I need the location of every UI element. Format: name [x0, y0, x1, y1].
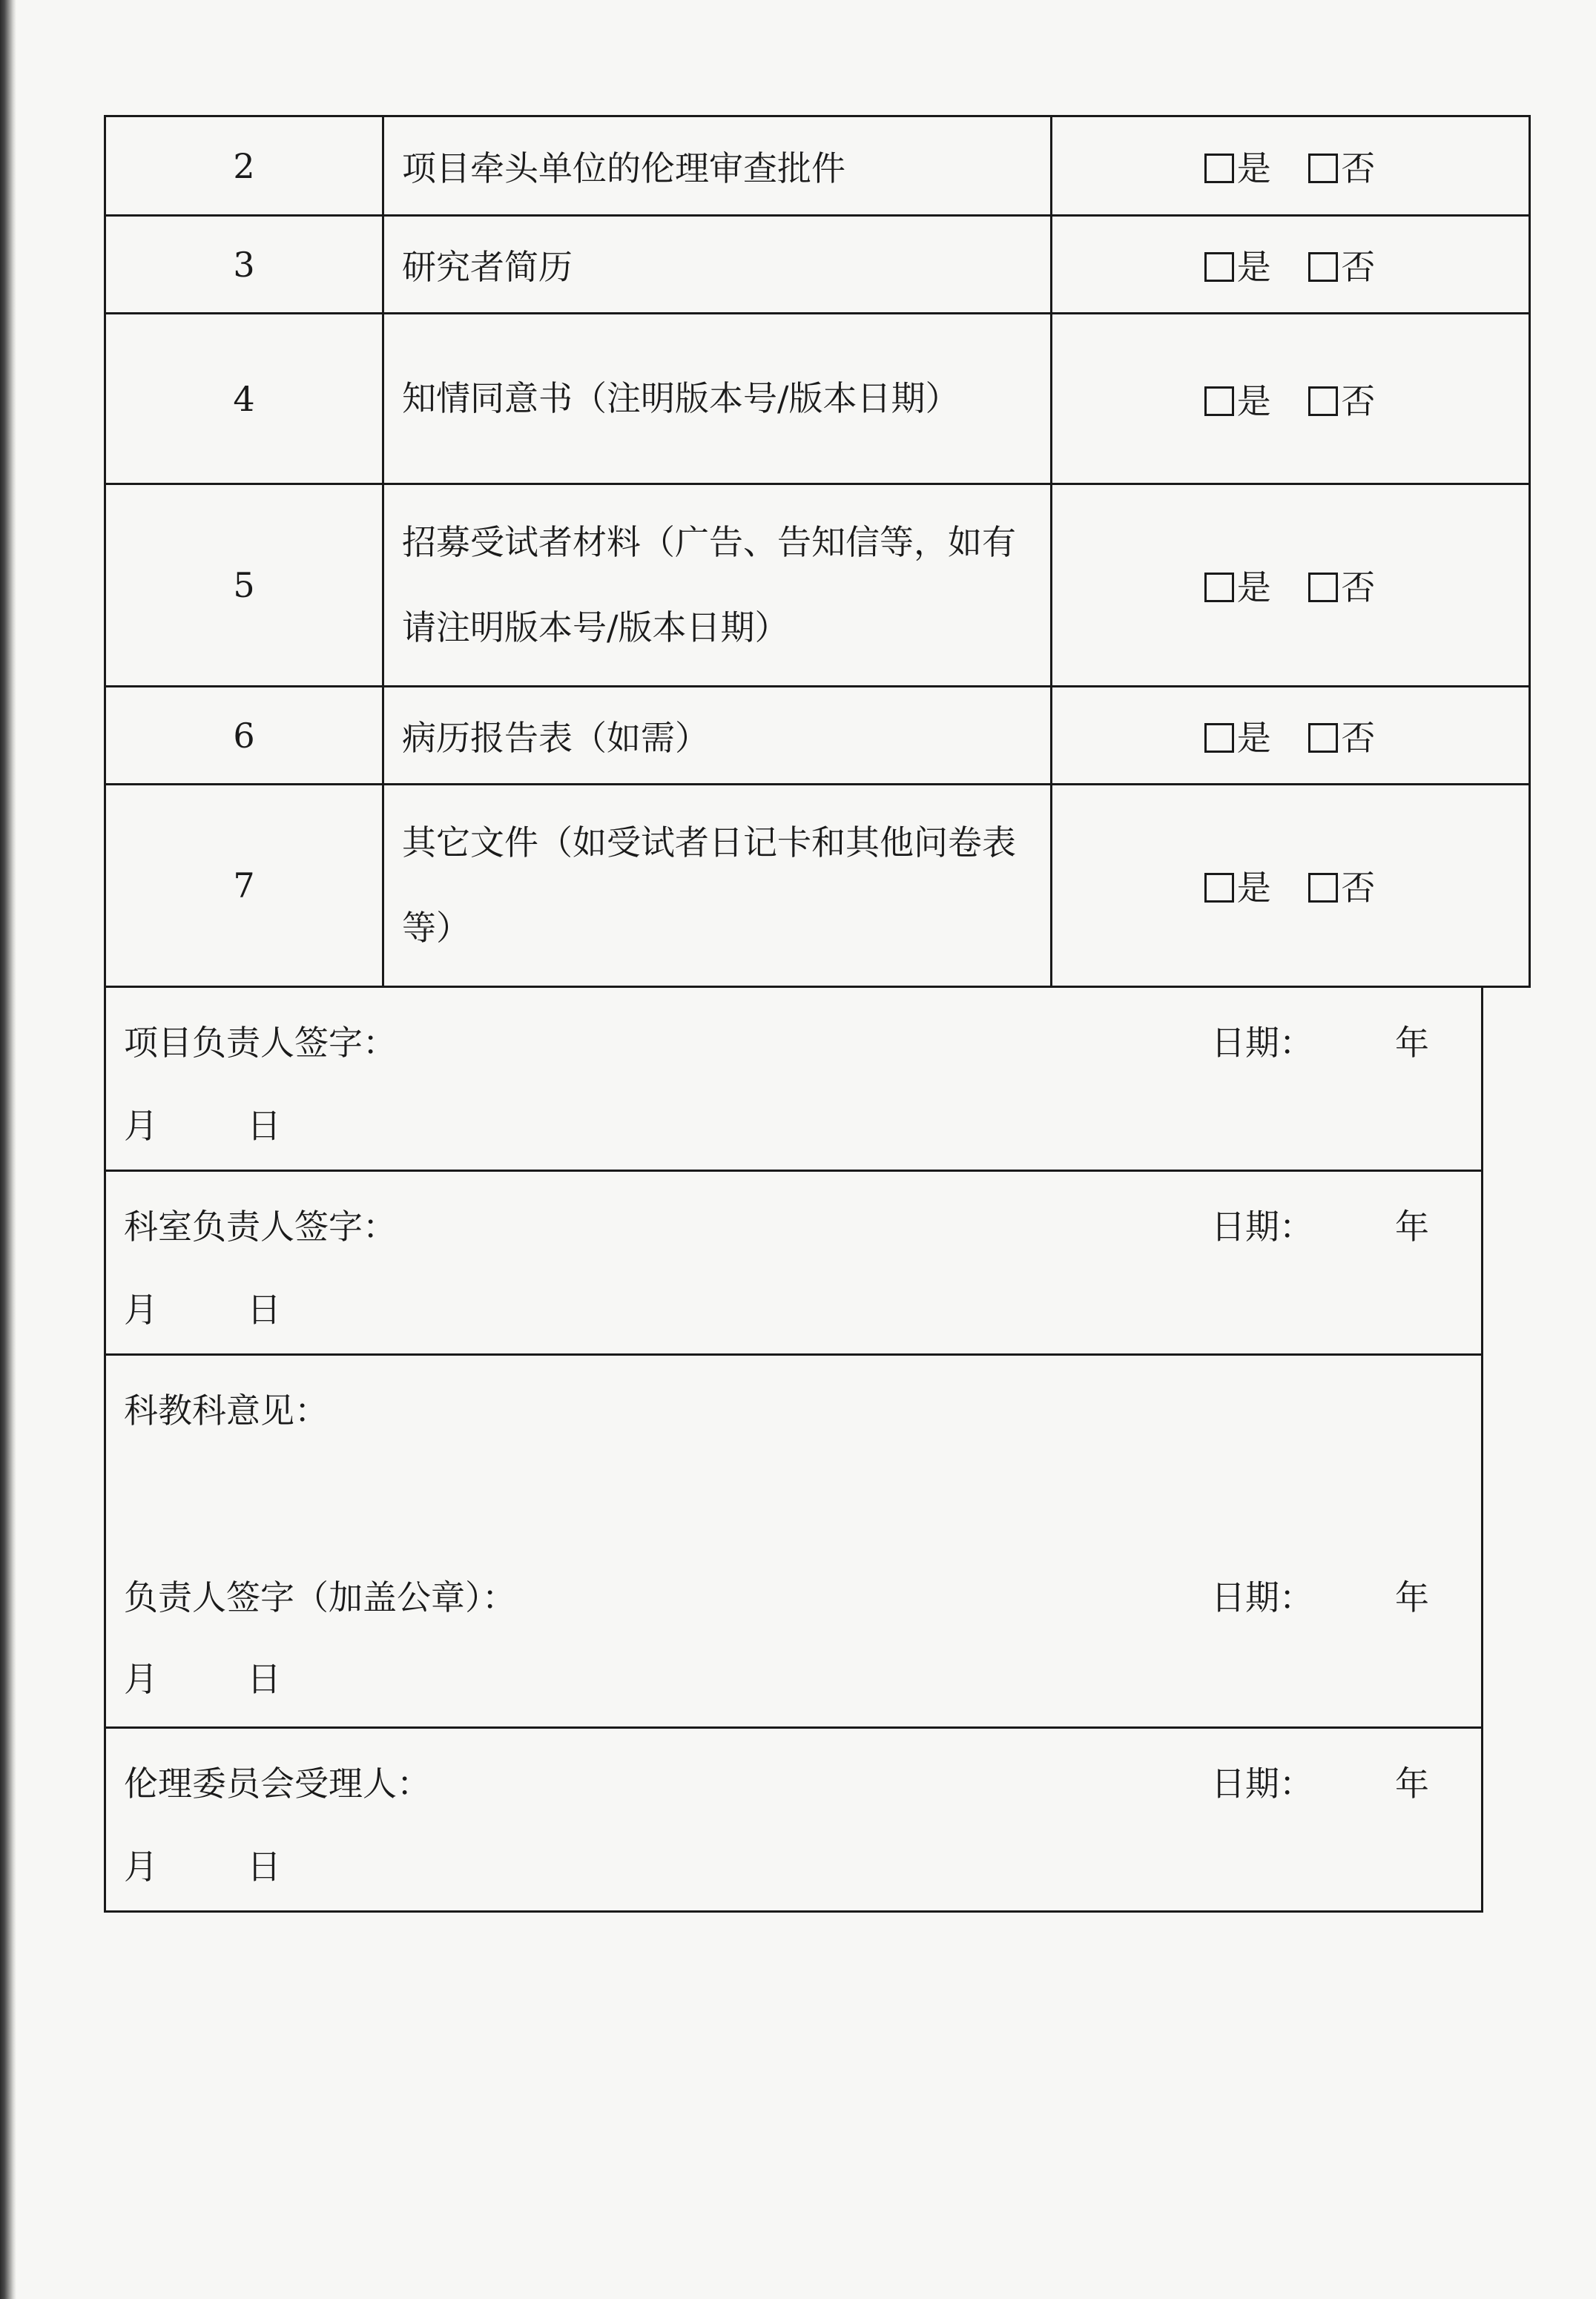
office-opinion-block — [104, 1356, 1483, 1729]
yes-no-options — [1052, 687, 1530, 785]
month-day-field[interactable]: 月 日 — [124, 1847, 281, 1887]
yes-no-options — [1052, 116, 1530, 216]
table-row — [105, 116, 1530, 216]
pi-signature-block — [104, 988, 1483, 1172]
month-day-field[interactable]: 月 日 — [124, 1659, 281, 1699]
checkbox-icon[interactable] — [1308, 252, 1338, 282]
yes-option[interactable]: 是 — [1204, 718, 1273, 758]
row-number: 2 — [105, 116, 383, 216]
checkbox-icon[interactable] — [1204, 723, 1234, 753]
checkbox-icon[interactable] — [1204, 386, 1234, 416]
yes-no-options — [1052, 785, 1530, 987]
checkbox-icon[interactable] — [1308, 873, 1338, 903]
table-row — [105, 687, 1530, 785]
yes-option[interactable]: 是 — [1204, 868, 1273, 908]
paper-edge — [0, 0, 16, 2299]
yes-option[interactable]: 是 — [1204, 148, 1273, 188]
table-row — [105, 216, 1530, 314]
row-description: 知情同意书（注明版本号/版本日期） — [383, 314, 1052, 484]
pi-signature-label: 项目负责人签字： — [124, 1023, 397, 1063]
date-field[interactable]: 日期： 年 — [1211, 1577, 1429, 1617]
checkbox-icon[interactable] — [1204, 154, 1234, 183]
no-option[interactable]: 否 — [1308, 381, 1376, 421]
ethics-receiver-label: 伦理委员会受理人： — [124, 1764, 431, 1804]
ethics-receiver-block — [104, 1729, 1483, 1913]
yes-option[interactable]: 是 — [1204, 381, 1273, 421]
checkbox-icon[interactable] — [1204, 573, 1234, 602]
checkbox-icon[interactable] — [1308, 386, 1338, 416]
dept-signature-block — [104, 1172, 1483, 1356]
checkbox-icon[interactable] — [1204, 252, 1234, 282]
no-option[interactable]: 否 — [1308, 868, 1376, 908]
row-number: 6 — [105, 687, 383, 785]
row-number: 5 — [105, 484, 383, 687]
no-option[interactable]: 否 — [1308, 567, 1376, 607]
month-day-field[interactable]: 月 日 — [124, 1290, 281, 1330]
office-signature-label: 负责人签字（加盖公章）： — [124, 1577, 516, 1617]
row-number: 3 — [105, 216, 383, 314]
checkbox-icon[interactable] — [1308, 723, 1338, 753]
form-sheet — [104, 115, 1483, 1913]
yes-option[interactable]: 是 — [1204, 247, 1273, 287]
no-option[interactable]: 否 — [1308, 148, 1376, 188]
document-checklist-table — [104, 115, 1531, 988]
yes-option[interactable]: 是 — [1204, 567, 1273, 607]
date-field[interactable]: 日期： 年 — [1211, 1764, 1429, 1804]
yes-no-options — [1052, 314, 1530, 484]
table-row — [105, 484, 1530, 687]
dept-signature-label: 科室负责人签字： — [124, 1207, 397, 1247]
row-description: 研究者简历 — [383, 216, 1052, 314]
checkbox-icon[interactable] — [1308, 154, 1338, 183]
row-description: 招募受试者材料（广告、告知信等，如有请注明版本号/版本日期） — [383, 484, 1052, 687]
row-description: 其它文件（如受试者日记卡和其他问卷表等） — [383, 785, 1052, 987]
office-opinion-label: 科教科意见： — [124, 1391, 329, 1431]
month-day-field[interactable]: 月 日 — [124, 1106, 281, 1146]
checkbox-icon[interactable] — [1308, 573, 1338, 602]
date-field[interactable]: 日期： 年 — [1211, 1207, 1429, 1247]
no-option[interactable]: 否 — [1308, 718, 1376, 758]
row-number: 4 — [105, 314, 383, 484]
yes-no-options — [1052, 484, 1530, 687]
no-option[interactable]: 否 — [1308, 247, 1376, 287]
table-row — [105, 785, 1530, 987]
row-description: 项目牵头单位的伦理审查批件 — [383, 116, 1052, 216]
row-number: 7 — [105, 785, 383, 987]
row-description: 病历报告表（如需） — [383, 687, 1052, 785]
yes-no-options — [1052, 216, 1530, 314]
table-row — [105, 314, 1530, 484]
checkbox-icon[interactable] — [1204, 873, 1234, 903]
date-field[interactable]: 日期： 年 — [1211, 1023, 1429, 1063]
